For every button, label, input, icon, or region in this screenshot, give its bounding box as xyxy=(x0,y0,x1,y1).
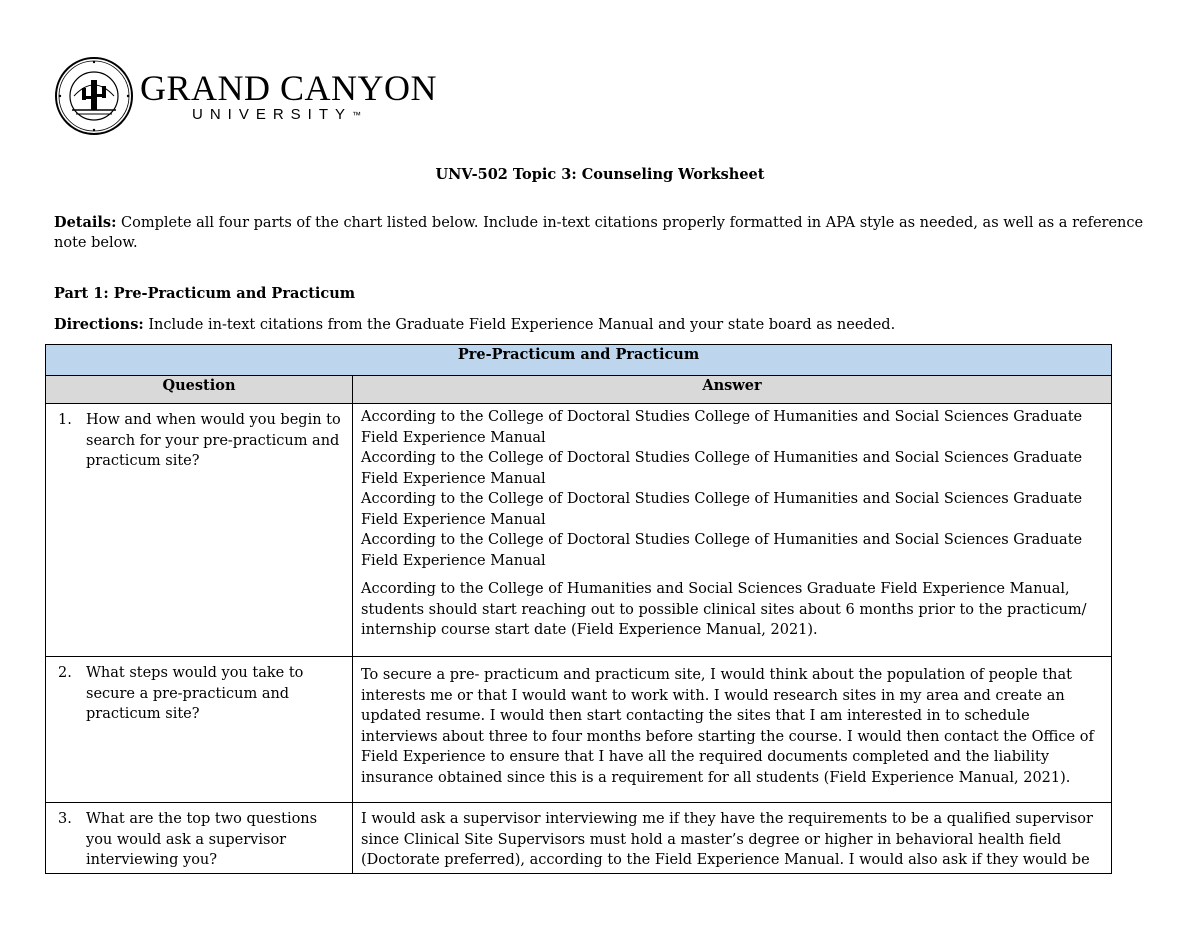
details-label: Details: xyxy=(54,214,117,231)
answer-line: According to the College of Doctoral Studies College of Humanities and Social Sciences Graduate Field Experience Manual xyxy=(361,409,1083,446)
directions-label: Directions: xyxy=(54,316,144,333)
answer-cell[interactable] xyxy=(353,404,1112,657)
column-header-answer: Answer xyxy=(353,376,1112,404)
logo-name: GRAND CANYON xyxy=(140,68,438,108)
university-seal-icon xyxy=(54,56,134,136)
answer-cell[interactable] xyxy=(353,803,1112,874)
table-row xyxy=(46,657,1112,803)
question-text: What are the top two questions you would ask a supervisor interviewing you? xyxy=(86,811,318,868)
table-title: Pre-Practicum and Practicum xyxy=(46,345,1112,376)
details-text: Complete all four parts of the chart listed below. Include in-text citations properly formatted in APA style as needed, as well as a reference note below. xyxy=(54,215,1144,251)
logo-subtitle: UNIVERSITY™ xyxy=(192,106,362,123)
table-row xyxy=(46,803,1112,874)
question-number: 3. xyxy=(58,811,72,827)
answer-paragraph: I would ask a supervisor interviewing me if they have the requirements to be a qualified supervisor since Clinical Site Supervisors must hold a master’s degree or higher in behavioral health field (Doctorate preferred), according to the Field Experience Manual. I would also ask if they would be xyxy=(361,811,1093,868)
question-number: 2. xyxy=(58,665,72,681)
question-number: 1. xyxy=(58,412,72,428)
answer-cell[interactable] xyxy=(353,657,1112,803)
page-title: UNV-502 Topic 3: Counseling Worksheet xyxy=(435,166,765,183)
directions-text: Include in-text citations from the Graduate Field Experience Manual and your state board as needed. xyxy=(143,317,896,333)
question-cell xyxy=(46,657,353,803)
question-text: What steps would you take to secure a pre-practicum and practicum site? xyxy=(86,665,304,722)
question-cell xyxy=(46,803,353,874)
question-cell xyxy=(46,404,353,657)
answer-line: According to the College of Doctoral Studies College of Humanities and Social Sciences Graduate Field Experience Manual xyxy=(361,450,1083,487)
part-heading: Part 1: Pre-Practicum and Practicum xyxy=(54,285,356,302)
table-row xyxy=(46,404,1112,657)
answer-paragraph: To secure a pre- practicum and practicum site, I would think about the population of people that interests me or that I would want to work with. I would research sites in my area and create an updated resume. I would then start contacting the sites that I am interested in to schedule interviews about three to four months before starting the course. I would then contact the Office of Field Experience to ensure that I have all the required documents completed and the liability insurance obtained since this is a requirement for all students (Field Experience Manual, 2021). xyxy=(361,667,1094,786)
question-text: How and when would you begin to search for your pre-practicum and practicum site? xyxy=(86,412,341,469)
answer-paragraph: According to the College of Humanities and Social Sciences Graduate Field Experience Manual, students should start reaching out to possible clinical sites about 6 months prior to the practicum/ internship course start date (Field Experience Manual, 2021). xyxy=(361,581,1087,638)
university-logo xyxy=(54,56,437,136)
practicum-table xyxy=(45,344,1112,874)
column-header-question: Question xyxy=(46,376,353,404)
answer-line: According to the College of Doctoral Studies College of Humanities and Social Sciences Graduate Field Experience Manual xyxy=(361,532,1083,569)
details-paragraph xyxy=(54,213,1144,253)
answer-line: According to the College of Doctoral Studies College of Humanities and Social Sciences Graduate Field Experience Manual xyxy=(361,491,1083,528)
directions-paragraph xyxy=(54,316,895,333)
